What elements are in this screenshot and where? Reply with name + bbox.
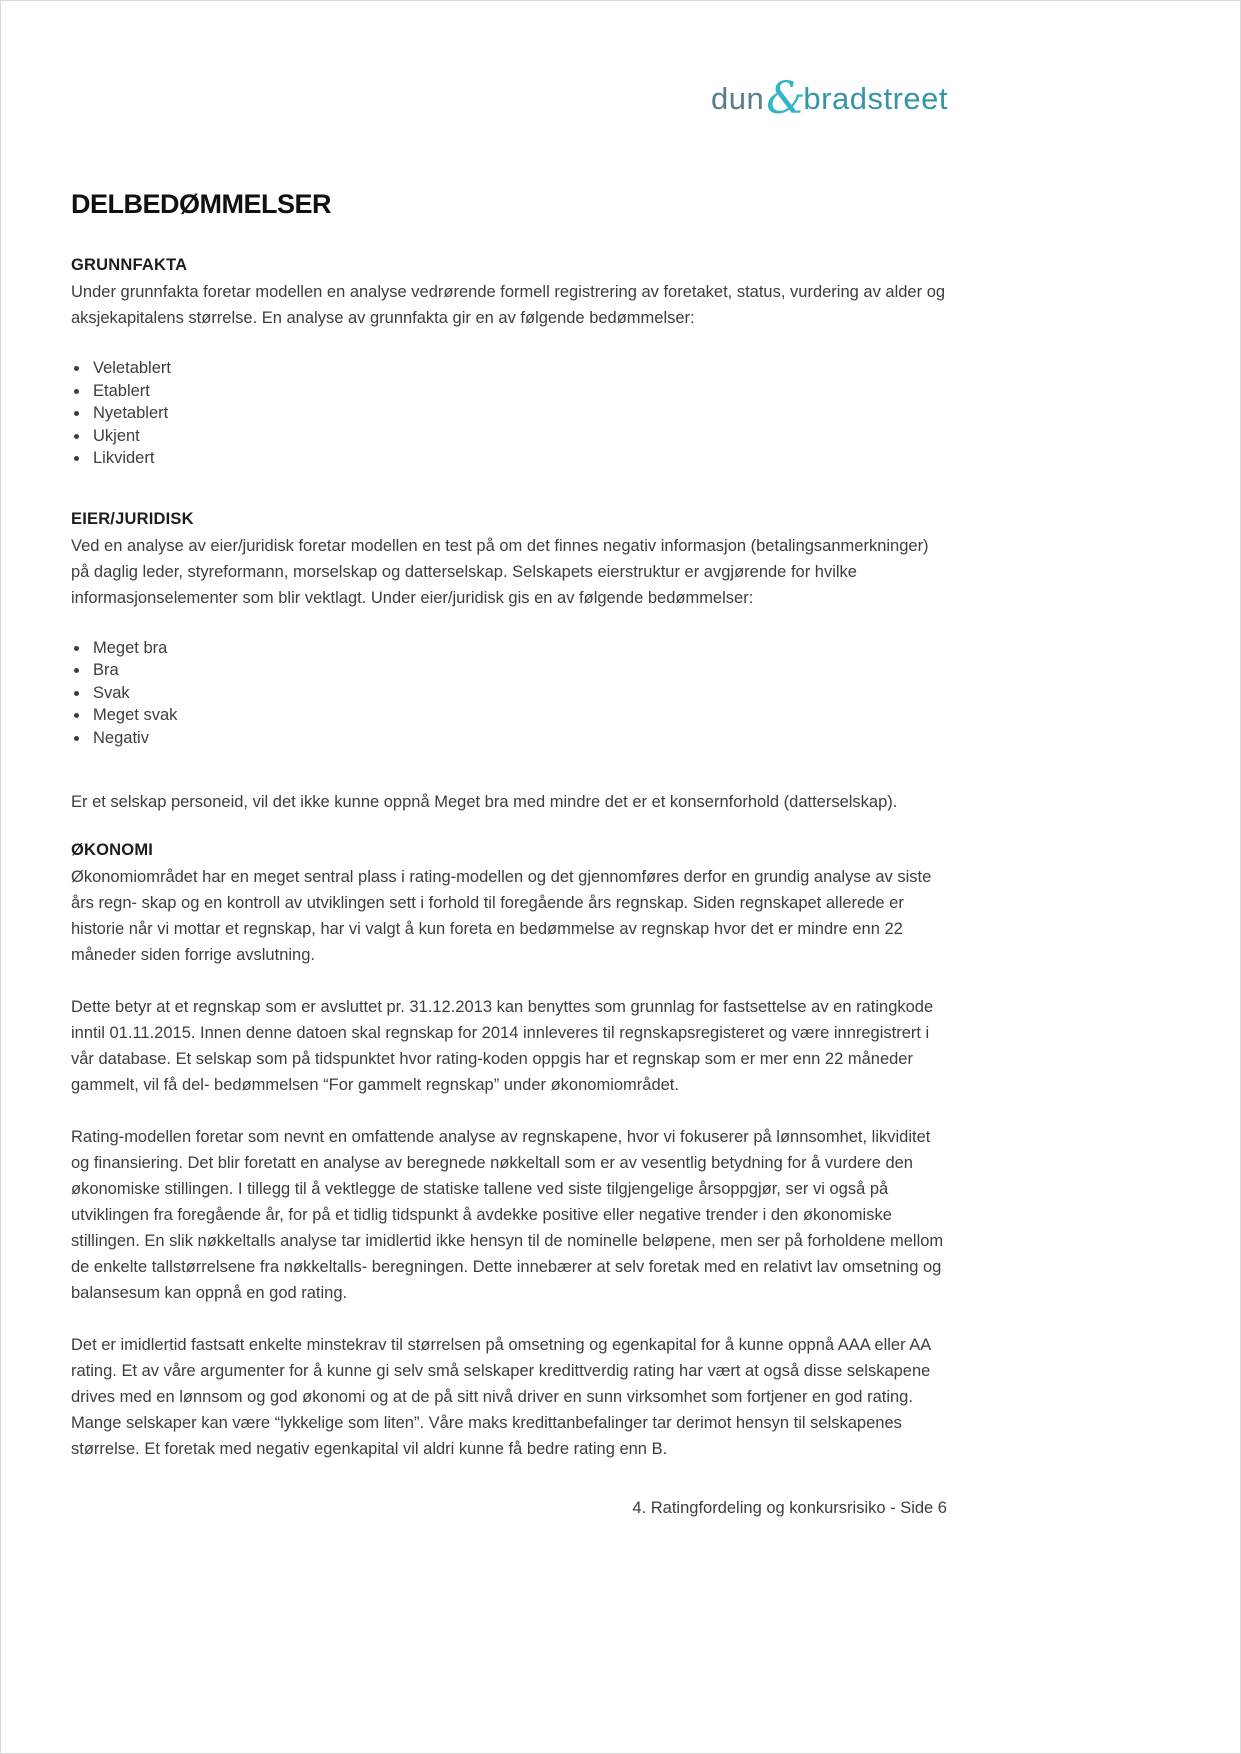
bullet-list bbox=[71, 637, 947, 750]
list-item: • Ukjent bbox=[90, 425, 947, 448]
section-intro-paragraph: Under grunnfakta foretar modellen en analyse vedrørende formell registrering av foretaket, status, vurdering av alder og aksjekapitalens størrelse. En analyse av grunnfakta gir en av følgende bedømmelser: bbox=[71, 283, 946, 327]
list-item: • Bra bbox=[90, 659, 947, 682]
page-footer: 4. Ratingfordeling og konkursrisiko - Side 6 bbox=[632, 1499, 947, 1517]
section-heading: EIER/JURIDISK bbox=[71, 509, 194, 528]
list-item: • Veletablert bbox=[90, 357, 947, 380]
section-okonomi bbox=[71, 841, 947, 1462]
section-grunnfakta bbox=[71, 256, 947, 470]
list-item: • Etablert bbox=[90, 380, 947, 403]
section-eier-juridisk bbox=[71, 510, 947, 816]
document-content bbox=[1, 1, 1240, 1462]
list-item: • Nyetablert bbox=[90, 402, 947, 425]
page-title: DELBEDØMMELSER bbox=[71, 189, 332, 219]
list-item: • Likvidert bbox=[90, 447, 947, 470]
section-paragraph: Økonomiområdet har en meget sentral plass i rating-modellen og det gjennomføres derfor en grundig analyse av siste års regn- skap og en kontroll av utviklingen sett i forhold til foregående års regnskap. Siden regnskapet allerede er historie når vi mottar et regnskap, har vi valgt å kun foreta en bedømmelse av regnskap hvor det er mindre enn 22 måneder siden forrige avslutning. bbox=[71, 868, 932, 964]
bullet-list bbox=[71, 357, 947, 470]
section-paragraph: Dette betyr at et regnskap som er avsluttet pr. 31.12.2013 kan benyttes som grunnlag for fastsettelse av en ratingkode inntil 01.11.2015. Innen denne datoen skal regnskap for 2014 innleveres til regnskapsregisteret og være innregistrert i vår database. Et selskap som på tidspunktet hvor rating-koden oppgis har et regnskap som er mer enn 22 måneder gammelt, vil få del- bedømmelsen “For gammelt regnskap” under økonomiområdet. bbox=[71, 998, 934, 1094]
logo-text-bradstreet: bradstreet bbox=[803, 81, 948, 116]
section-heading: ØKONOMI bbox=[71, 841, 154, 859]
section-paragraph: Det er imidlertid fastsatt enkelte minstekrav til størrelsen på omsetning og egenkapital for å kunne oppnå AAA eller AA rating. Et av våre argumenter for å kunne gi selv små selskaper kredittverdig rating har vært at også disse selskapene drives med en lønnsom og god økonomi og at de på sitt nivå driver en sunn virksomhet som fortjener en god rating. Mange selskaper kan være “lykkelige som liten”. Våre maks kredittanbefalinger tar derimot hensyn til selskapenes størrelse. Et foretak med negativ egenkapital vil aldri kunne få bedre rating enn B. bbox=[71, 1336, 931, 1458]
logo-ampersand-icon: & bbox=[766, 73, 806, 124]
section-outro-paragraph: Er et selskap personeid, vil det ikke kunne oppnå Meget bra med mindre det er et konsernforhold (datterselskap). bbox=[71, 793, 898, 811]
dnb-logo bbox=[711, 73, 948, 124]
logo-text-dun: dun bbox=[711, 81, 765, 116]
list-item: • Meget bra bbox=[90, 637, 947, 660]
list-item: • Svak bbox=[90, 682, 947, 705]
section-heading: GRUNNFAKTA bbox=[71, 256, 188, 274]
section-paragraph: Rating-modellen foretar som nevnt en omfattende analyse av regnskapene, hvor vi fokuserer på lønnsomhet, likviditet og finansiering. Det blir foretatt en analyse av beregnede nøkkeltall som er av vesentlig betydning for å vurdere den økonomiske stillingen. I tillegg til å vektlegge de statiske tallene ved siste tilgjengelige årsoppgjør, ser vi også på utviklingen fra foregående år, for på et tidlig tidspunkt å avdekke positive eller negative trender i den økonomiske stillingen. En slik nøkkeltalls analyse tar imidlertid ikke hensyn til de nominelle beløpene, men ser på forholdene mellom de enkelte tallstørrelsene fra nøkkeltalls- beregningen. Dette innebærer at selv foretak med en relativt lav omsetning og balansesum kan oppnå en god rating. bbox=[71, 1128, 944, 1302]
section-intro-paragraph: Ved en analyse av eier/juridisk foretar modellen en test på om det finnes negativ informasjon (betalingsanmerkninger) på daglig leder, styreformann, morselskap og datterselskap. Selskapets eierstruktur er avgjørende for hvilke informasjonselementer som blir vektlagt. Under eier/juridisk gis en av følgende bedømmelser: bbox=[71, 536, 929, 607]
list-item: • Negativ bbox=[90, 727, 947, 750]
list-item: • Meget svak bbox=[90, 704, 947, 727]
